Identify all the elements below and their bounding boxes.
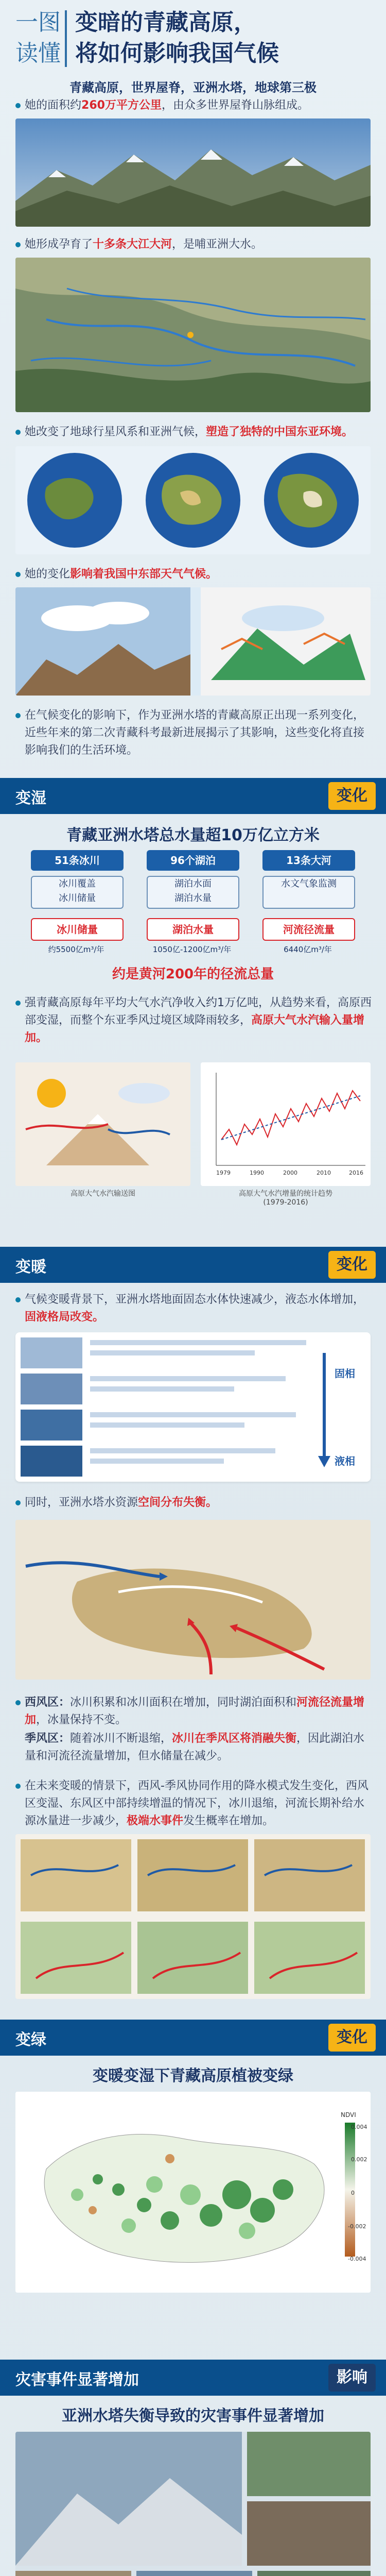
page-title-line1: 变暗的青藏高原， xyxy=(75,9,256,36)
liquid-phase-label: 液相 xyxy=(335,1455,355,1467)
bullet-dot xyxy=(15,572,21,577)
scenario-maps xyxy=(15,1834,371,1999)
moisture-paragraph: 强青藏高原每年平均大气水汽净收入约1万亿吨，从趋势来看，高原西部变湿，而整个东亚季风过境区域降雨较多，高原大气水汽输入量增加。 xyxy=(25,996,372,1044)
ndvi-tick: 0.002 xyxy=(351,2156,367,2163)
glacier-storage-box: 冰川储量 xyxy=(31,918,124,941)
lake-sub-box: 湖泊水面 湖泊水量 xyxy=(147,876,239,909)
lake-count-pill: 96个湖泊 xyxy=(147,850,239,871)
svg-text:2000: 2000 xyxy=(283,1170,297,1176)
header-small-1: 一图 xyxy=(15,9,61,36)
glacier-stat: 约5500亿m³/年 xyxy=(48,945,104,954)
section-banner-green xyxy=(0,2020,386,2056)
bullet-dot xyxy=(15,1297,21,1302)
bullet-dot xyxy=(15,430,21,435)
bullet-dot xyxy=(15,103,21,108)
solid-liquid-paragraph: 气候变暖背景下，亚洲水塔地面固态水体快速减少，液态水体增加，固液格局改变。 xyxy=(25,1293,365,1324)
westerly-monsoon-map xyxy=(15,1520,371,1680)
ndvi-tick: -0.004 xyxy=(348,2256,366,2262)
mountain-range-image xyxy=(15,118,371,227)
weather-illustration xyxy=(15,587,371,696)
river-sub-box: 水文气象监测 xyxy=(262,876,355,909)
glacier-sub-box: 冰川覆盖 冰川储量 xyxy=(31,876,124,909)
keyword-line xyxy=(0,77,386,95)
keywords-text: 青藏高原，世界屋脊，亚洲水塔，地球第三极 xyxy=(69,80,317,95)
ndvi-tick: 0 xyxy=(351,2190,355,2196)
westerly-paragraph: 西风区：冰川积累和冰川面积在增加，同时湖泊面积和河流径流量增加，冰量保持不变。 xyxy=(25,1696,365,1726)
svg-text:2016: 2016 xyxy=(349,1170,363,1176)
section-badge: 变化 xyxy=(328,2024,376,2052)
moisture-caption: 高原大气水汽输送图 xyxy=(71,1190,135,1198)
greening-title: 变暖变湿下青藏高原植被变绿 xyxy=(93,2067,293,2085)
section-banner-disaster xyxy=(0,2360,386,2396)
header-divider xyxy=(65,10,67,67)
ndvi-legend-title: NDVI xyxy=(341,2111,356,2119)
bullet-dot xyxy=(15,1700,21,1705)
page-title-line2: 将如何影响我国气候 xyxy=(75,40,279,66)
lake-volume-box: 湖泊水量 xyxy=(147,918,239,941)
section-label: 变暖 xyxy=(15,1258,46,1276)
bullet-dot xyxy=(15,1784,21,1789)
solid-phase-label: 固相 xyxy=(335,1367,355,1380)
section-label: 变绿 xyxy=(15,2031,46,2049)
lake-stat: 1050亿-1200亿m³/年 xyxy=(152,945,232,954)
intro-p1: 她的面积约260万平方公里，由众多世界屋脊山脉组成。 xyxy=(25,99,309,112)
bullet-dot xyxy=(15,1500,21,1505)
section-banner-warm xyxy=(0,1247,386,1283)
ndvi-map xyxy=(15,2092,371,2293)
globe-images xyxy=(15,446,371,554)
yellow-river-comparison: 约是黄河200年的径流总量 xyxy=(112,967,274,982)
trend-caption: 高原大气水汽增量的统计趋势 (1979-2016) xyxy=(239,1190,332,1207)
river-map-image xyxy=(15,258,371,412)
header-small-2: 读懂 xyxy=(15,40,61,66)
river-count-pill: 13条大河 xyxy=(262,850,355,871)
section-badge: 变化 xyxy=(328,1251,376,1279)
bullet-dot xyxy=(15,1001,21,1006)
intro-p5: 在气候变化的影响下，作为亚洲水塔的青藏高原正出现一系列变化，近些年来的第二次青藏科考最新进展揭示了其影响，这些变化将直接影响我们的生活环境。 xyxy=(25,709,365,757)
svg-text:2010: 2010 xyxy=(317,1170,331,1176)
section-badge: 影响 xyxy=(328,2364,376,2392)
bullet-dot xyxy=(15,713,21,718)
imbalance-paragraph: 同时，亚洲水塔水资源空间分布失衡。 xyxy=(25,1496,218,1509)
bullet-dot xyxy=(15,242,21,247)
section-label: 灾害事件显著增加 xyxy=(15,2371,139,2389)
svg-text:1990: 1990 xyxy=(250,1170,264,1176)
disaster-title: 亚洲水塔失衡导致的灾害事件显著增加 xyxy=(62,2407,324,2425)
glacier-count-pill: 51条冰川 xyxy=(31,850,124,871)
intro-p2: 她形成孕育了十多条大江大河，是哺亚洲大水。 xyxy=(25,238,263,251)
solid-liquid-panel xyxy=(15,1332,371,1482)
monsoon-paragraph: 季风区：随着冰川不断退缩，冰川在季风区将消融失衡，因此湖泊水量和河流径流量增加，但水储量在减少。 xyxy=(25,1732,365,1762)
intro-p4: 她的变化影响着我国中东部天气气候。 xyxy=(25,568,218,581)
runoff-box: 河流径流量 xyxy=(262,918,355,941)
ndvi-tick: 0.004 xyxy=(351,2124,367,2130)
disaster-collage xyxy=(15,2432,371,2576)
ndvi-tick: -0.002 xyxy=(348,2223,366,2230)
future-paragraph: 在未来变暖的情景下，西风-季风协同作用的降水模式发生变化，西风区变湿、东风区中部持续增温的情况下，冰川退缩，河流长期补给水源冰量进一步减少，极端水事件发生概率在增加。 xyxy=(25,1780,369,1827)
runoff-stat: 6440亿m³/年 xyxy=(284,945,332,954)
moisture-trend-chart xyxy=(201,1062,371,1186)
moisture-transport-image xyxy=(15,1062,190,1186)
svg-text:1979: 1979 xyxy=(216,1170,231,1176)
section-label: 变湿 xyxy=(15,789,46,807)
intro-p3: 她改变了地球行星风系和亚洲气候，塑造了独特的中国东亚环境。 xyxy=(25,426,354,438)
section-banner-wet xyxy=(0,778,386,814)
water-tower-title: 青藏亚洲水塔总水量超10万亿立方米 xyxy=(66,826,320,844)
section-badge: 变化 xyxy=(328,782,376,810)
